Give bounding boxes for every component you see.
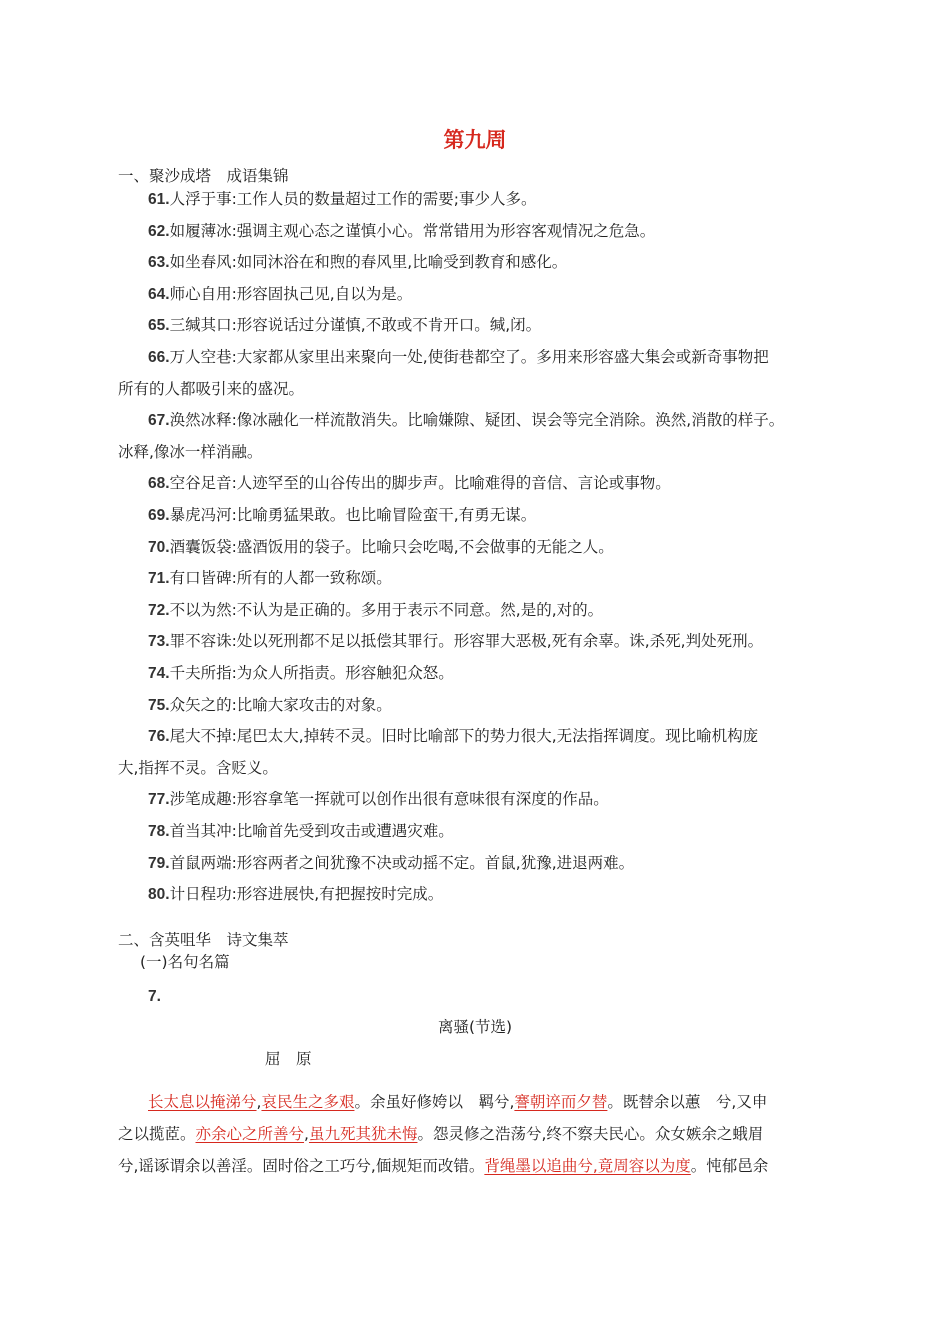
idiom-number: 69. [148, 507, 170, 524]
poem-text: 。怨灵修之浩荡兮,终不察夫民心。众女嫉余之蛾眉 [417, 1125, 764, 1143]
idiom-number: 71. [148, 570, 170, 588]
recite-blank: 虽九死其犹未悔 [308, 1125, 418, 1143]
idiom-entry [148, 284, 412, 305]
idiom-number: 75. [148, 696, 170, 714]
idiom-entry [148, 189, 537, 210]
idiom-definition: 如坐春风:如同沐浴在和煦的春风里,比喻受到教育和感化。 [169, 253, 568, 272]
idiom-definition-continued: 冰释,像冰一样消融。 [118, 442, 263, 461]
idiom-definition: 酒囊饭袋:盛酒饭用的袋子。比喻只会吃喝,不会做事的无能之人。 [169, 537, 614, 556]
idiom-entry [148, 695, 392, 716]
poem-text: 。余虽好修姱以 羁兮, [354, 1093, 515, 1111]
idiom-definition: 师心自用:形容固执己见,自以为是。 [169, 284, 413, 303]
idiom-definition: 尾大不掉:尾巴太大,掉转不灵。旧时比喻部下的势力很大,无法指挥调度。现比喻机构庞 [169, 727, 759, 746]
recite-blank: 哀民生之多艰 [261, 1093, 355, 1111]
poem-line-1 [148, 1092, 767, 1112]
idiom-entry [148, 663, 454, 684]
idiom-number: 70. [148, 538, 170, 556]
idiom-entry [148, 600, 603, 621]
idiom-number: 74. [148, 665, 170, 682]
idiom-definition: 如履薄冰:强调主观心态之谨慎小心。常常错用为形容客观情况之危急。 [169, 221, 656, 240]
idiom-definition-continued: 大,指挥不灵。含贬义。 [118, 758, 278, 777]
idiom-definition: 空谷足音:人迹罕至的山谷传出的脚步声。比喻难得的音信、言论或事物。 [169, 474, 671, 493]
idiom-entry [148, 884, 443, 905]
idiom-entry [148, 537, 614, 558]
idiom-entry [148, 568, 392, 589]
poem-author: 屈 原 [265, 1050, 312, 1068]
idiom-entry [148, 347, 769, 368]
idiom-number: 62. [148, 222, 170, 240]
idiom-number: 77. [148, 791, 170, 809]
idiom-entry [148, 505, 536, 526]
idiom-entry [148, 821, 454, 842]
poem-text: 。既替余以蕙 兮,又申 [607, 1093, 768, 1111]
idiom-number: 68. [148, 475, 170, 493]
poem-title: 离骚(节选) [437, 1018, 513, 1036]
idiom-definition: 首当其冲:比喻首先受到攻击或遭遇灾难。 [169, 822, 454, 840]
section-heading-idioms: 一、聚沙成塔 成语集锦 [118, 167, 289, 185]
idiom-number: 79. [148, 854, 170, 872]
recite-blank: 长太息以掩涕兮 [148, 1093, 257, 1111]
poem-text: , [304, 1125, 309, 1143]
idiom-entry [148, 473, 671, 494]
idiom-number: 78. [148, 823, 170, 840]
idiom-definition: 千夫所指:为众人所指责。形容触犯众怒。 [169, 664, 454, 682]
idiom-definition: 不以为然:不认为是正确的。多用于表示不同意。然,是的,对的。 [169, 600, 604, 619]
idiom-entry [148, 221, 655, 242]
idiom-entry [148, 252, 567, 273]
recite-blank: 背绳墨以追曲兮,竟周容以为度 [484, 1157, 691, 1175]
poem-text: 。忳郁邑余 [690, 1157, 769, 1175]
recite-blank: 謇朝谇而夕替 [514, 1093, 608, 1111]
idiom-definition: 万人空巷:大家都从家里出来聚向一处,使街巷都空了。多用来形容盛大集会或新奇事物把 [169, 348, 769, 366]
idiom-definition: 涉笔成趣:形容拿笔一挥就可以创作出很有意味很有深度的作品。 [169, 790, 609, 809]
idiom-number: 63. [148, 254, 170, 272]
idiom-number: 66. [148, 349, 170, 366]
idiom-definition: 首鼠两端:形容两者之间犹豫不决或动摇不定。首鼠,犹豫,进退两难。 [169, 853, 635, 872]
idiom-definition: 有口皆碑:所有的人都一致称颂。 [169, 569, 392, 588]
idiom-entry [148, 853, 634, 874]
idiom-entry [148, 726, 758, 747]
page-title: 第九周 [443, 128, 507, 152]
idiom-number: 64. [148, 285, 170, 303]
idiom-number: 76. [148, 728, 170, 746]
poem-line-2 [118, 1124, 763, 1144]
idiom-definition: 三缄其口:形容说话过分谨慎,不敢或不肯开口。缄,闭。 [169, 316, 542, 335]
idiom-number: 65. [148, 317, 170, 335]
idiom-definition: 人浮于事:工作人员的数量超过工作的需要;事少人多。 [169, 190, 537, 208]
section-heading-poetry: 二、含英咀华 诗文集萃 [118, 931, 289, 949]
poem-text: 兮,谣诼谓余以善淫。固时俗之工巧兮,偭规矩而改错。 [118, 1157, 485, 1175]
subsection-heading: (一)名句名篇 [140, 953, 230, 971]
idiom-number: 72. [148, 601, 170, 619]
idiom-definition-continued: 所有的人都吸引来的盛况。 [118, 379, 305, 398]
idiom-definition: 涣然冰释:像冰融化一样流散消失。比喻嫌隙、疑团、误会等完全消除。涣然,消散的样子。 [169, 411, 785, 430]
idiom-definition: 暴虎冯河:比喻勇猛果敢。也比喻冒险蛮干,有勇无谋。 [169, 506, 537, 524]
idiom-number: 80. [148, 886, 170, 904]
idiom-entry [148, 631, 763, 652]
idiom-definition: 众矢之的:比喻大家攻击的对象。 [169, 695, 392, 714]
idiom-entry [148, 315, 541, 336]
idiom-entry [148, 789, 609, 810]
recite-blank: 亦余心之所善兮 [195, 1125, 305, 1143]
idiom-entry [148, 410, 784, 431]
poem-text: 之以揽茝。 [118, 1125, 196, 1143]
item-number: 7. [148, 988, 161, 1005]
idiom-definition: 计日程功:形容进展快,有把握按时完成。 [169, 885, 444, 904]
idiom-number: 67. [148, 412, 170, 430]
poem-text: , [256, 1093, 262, 1111]
idiom-definition: 罪不容诛:处以死刑都不足以抵偿其罪行。形容罪大恶极,死有余辜。诛,杀死,判处死刑。 [169, 632, 764, 651]
poem-line-3 [118, 1156, 768, 1176]
idiom-number: 73. [148, 633, 170, 651]
idiom-number: 61. [148, 191, 170, 208]
